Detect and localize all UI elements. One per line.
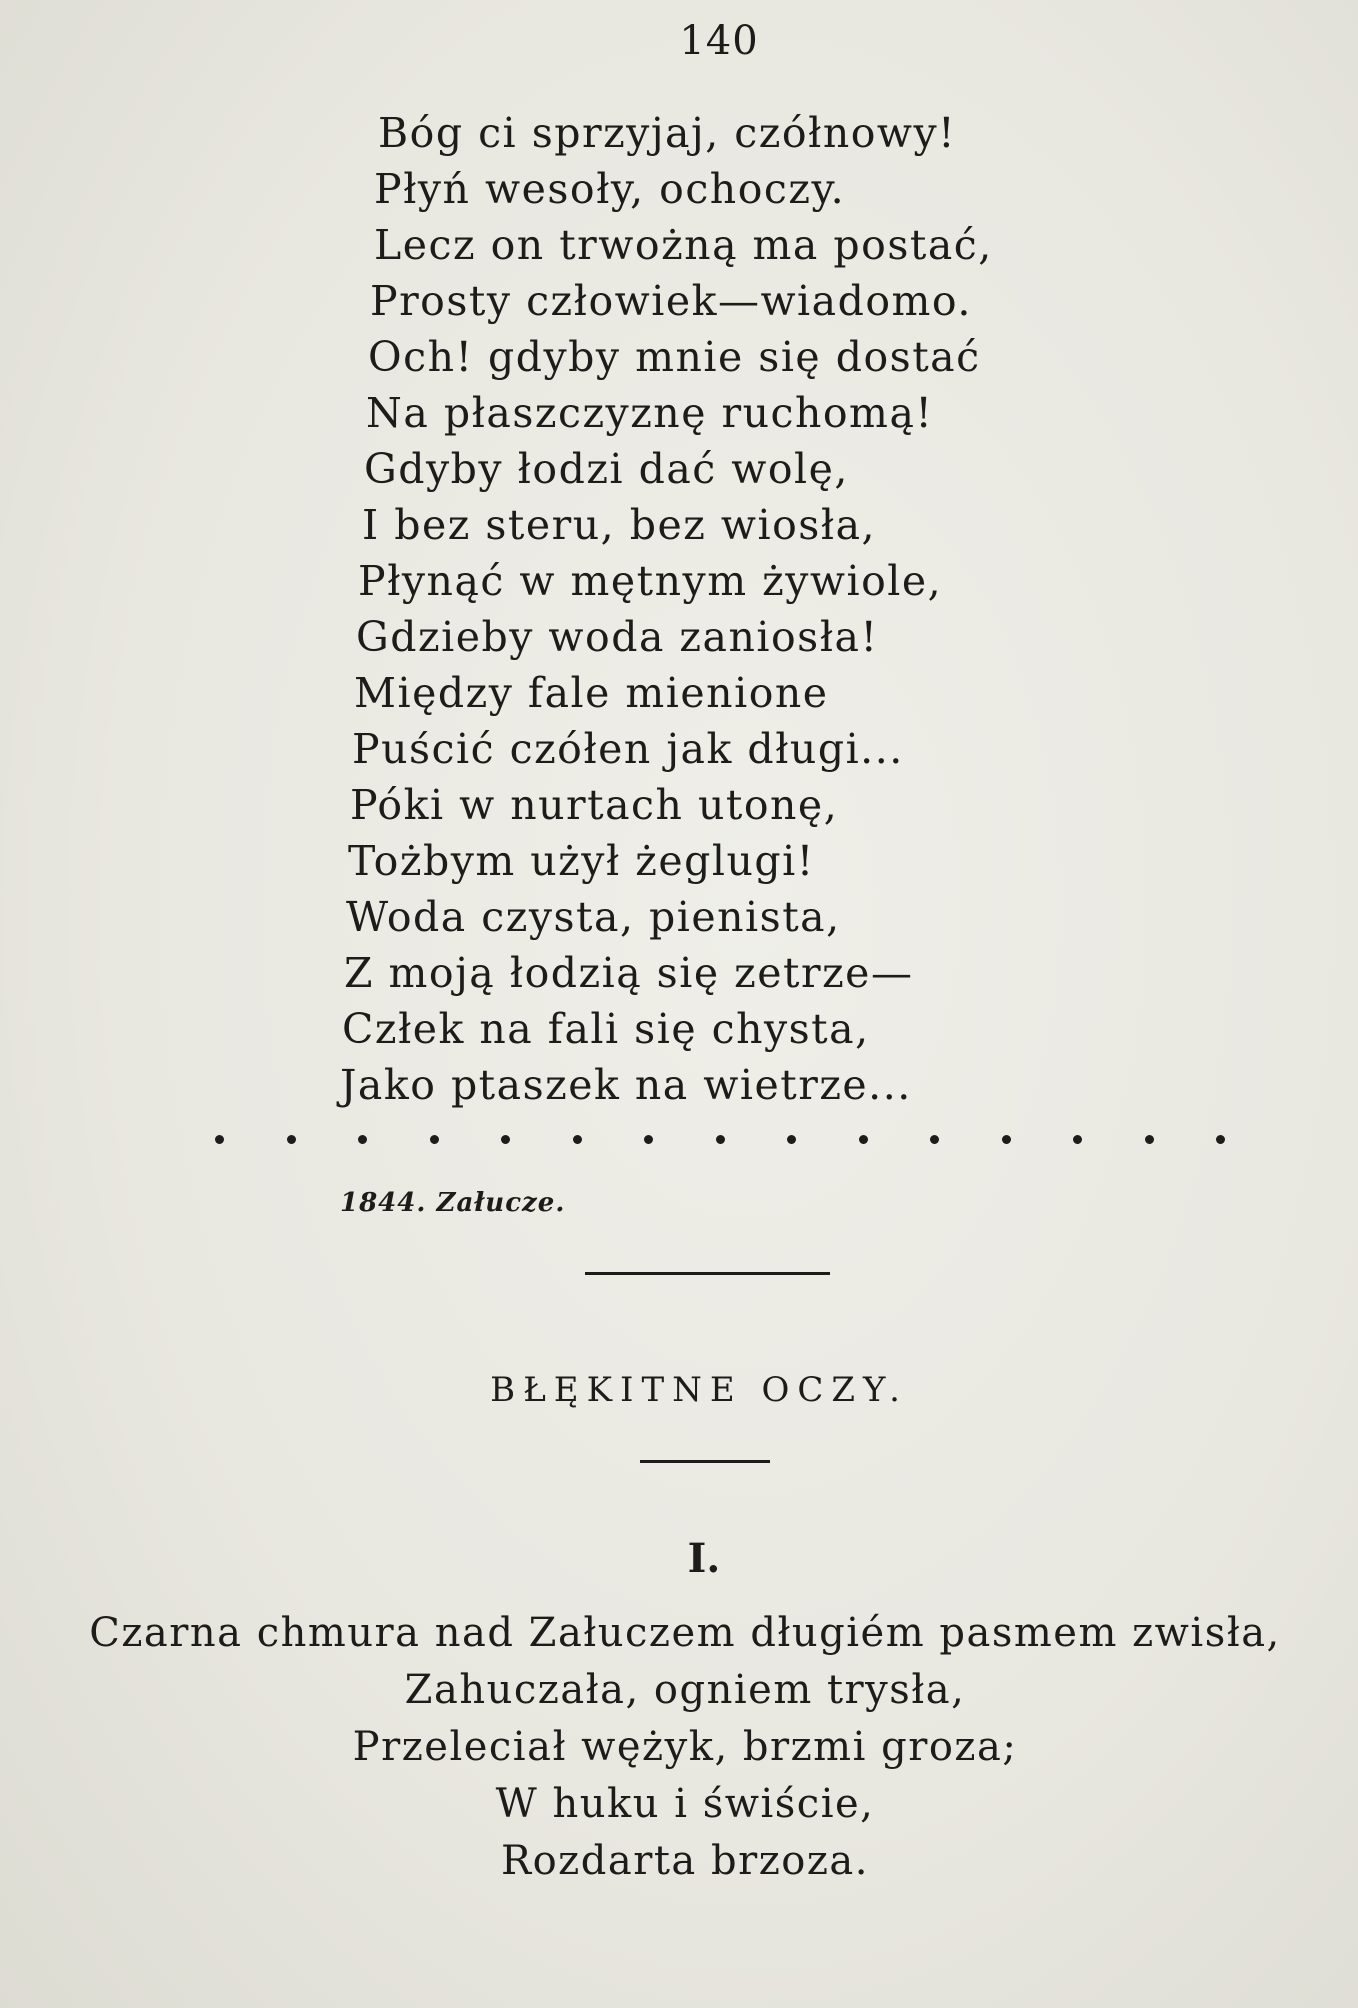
dot	[716, 1135, 725, 1144]
dot	[573, 1135, 582, 1144]
dot	[787, 1135, 796, 1144]
poem-line: Och! gdyby mnie się dostać	[368, 333, 981, 381]
page-number: 140	[679, 18, 759, 64]
poem-line: Lecz on trwożną ma postać,	[374, 221, 993, 269]
poem-line: Puścić czółen jak długi...	[352, 725, 904, 773]
dot	[358, 1135, 367, 1144]
poem-line: Gdzieby woda zaniosła!	[356, 613, 879, 661]
poem-line: Na płaszczyznę ruchomą!	[366, 389, 934, 437]
ellipsis-dots-row	[215, 1135, 1225, 1144]
poem-line: Jako ptaszek na wietrze...	[340, 1061, 912, 1109]
title-underline	[640, 1460, 770, 1463]
poem-line: Zahuczała, ogniem trysła,	[404, 1667, 966, 1713]
poem-line: Między fale mienione	[354, 669, 829, 717]
dateline: 1844. Załucze.	[340, 1188, 566, 1218]
section-numeral: I.	[687, 1535, 721, 1582]
dot	[1145, 1135, 1154, 1144]
poem-line: W huku i świście,	[495, 1781, 875, 1827]
poem-line: I bez steru, bez wiosła,	[362, 501, 877, 549]
dot	[501, 1135, 510, 1144]
poem-line: Rozdarta brzoza.	[500, 1838, 869, 1884]
poem-line: Z moją łodzią się zetrze—	[344, 949, 914, 997]
poem-line: Czarna chmura nad Załuczem długiém pasmem zwisła,	[89, 1610, 1281, 1656]
dot	[644, 1135, 653, 1144]
poem-line: Płyń wesoły, ochoczy.	[374, 165, 846, 213]
poem-line: Bóg ci sprzyjaj, czółnowy!	[378, 109, 957, 157]
poem-line: Człek na fali się chysta,	[342, 1005, 870, 1053]
poem-stanza	[40, 1605, 1330, 1890]
poem-line: Gdyby łodzi dać wolę,	[364, 445, 849, 493]
dot	[1216, 1135, 1225, 1144]
poem-line: Prosty człowiek—wiadomo.	[370, 277, 972, 325]
poem-stanza	[330, 105, 1130, 1113]
poem-line: Póki w nurtach utonę,	[350, 781, 839, 829]
poem-line: Tożbym użył żeglugi!	[348, 837, 815, 885]
dot	[1002, 1135, 1011, 1144]
poem-line: Przeleciał wężyk, brzmi groza;	[352, 1724, 1018, 1770]
dot	[215, 1135, 224, 1144]
dot	[1073, 1135, 1082, 1144]
dot	[859, 1135, 868, 1144]
poem-line: Woda czysta, pienista,	[346, 893, 841, 941]
dot	[430, 1135, 439, 1144]
section-divider	[585, 1272, 830, 1275]
poem-line: Płynąć w mętnym żywiole,	[358, 557, 943, 605]
poem-title: BŁĘKITNE OCZY.	[490, 1370, 908, 1410]
dot	[930, 1135, 939, 1144]
dot	[287, 1135, 296, 1144]
